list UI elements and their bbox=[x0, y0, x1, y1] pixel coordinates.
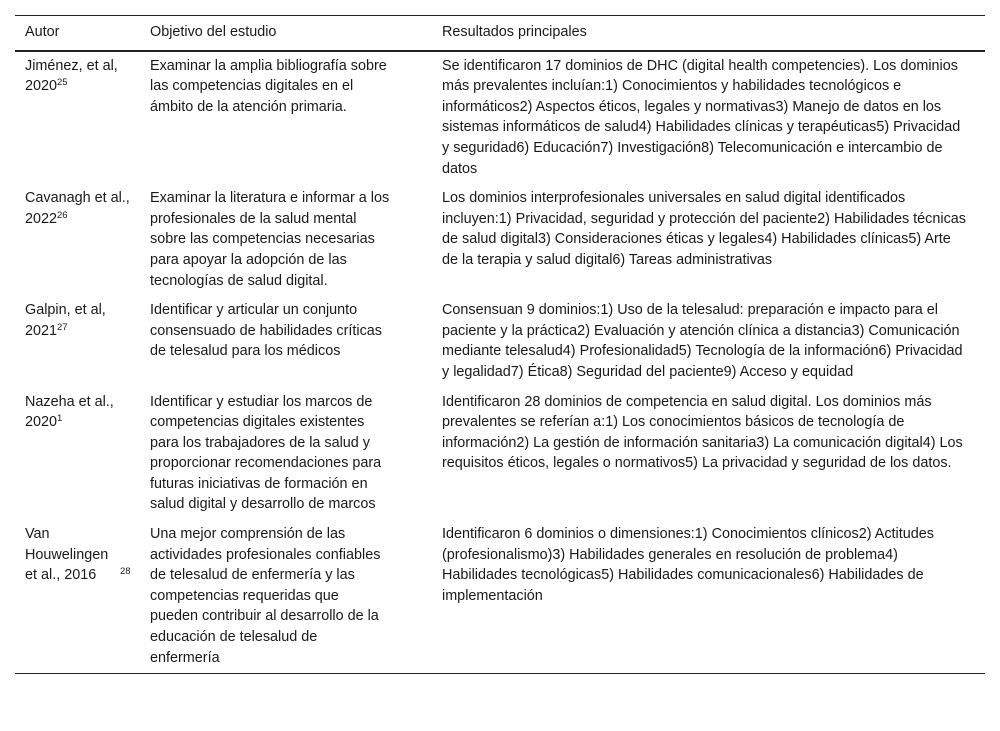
table-row bbox=[15, 520, 985, 674]
objective-cell bbox=[150, 184, 442, 296]
reference-number: 28 bbox=[120, 566, 131, 578]
results-cell: Los dominios interprofesionales universales en salud digital identificados incluyen:1) Privacidad, seguridad y protección del paciente2) Habilidades técnicas de salud digital3) Consideraciones éticas y legales4) Habilidades clínicas5) Arte de la terapia y salud digital6) Tareas administrativas bbox=[442, 190, 966, 268]
reference-number: 26 bbox=[57, 209, 68, 221]
objective-text: Examinar la literatura e informar a los profesionales de la salud mental sobre las competencias necesarias para apoyar la adopción de las tecnologías de salud digital. bbox=[150, 190, 390, 289]
objective-text: Identificar y estudiar los marcos de competencias digitales existentes para los trabajadores de la salud y proporcionar recomendaciones para futuras iniciativas de formación en salud digital y desarrollo de marcos bbox=[150, 393, 382, 513]
table-row bbox=[15, 296, 985, 387]
header-objetivo: Objetivo del estudio bbox=[150, 24, 277, 40]
author-name: Cavanagh et al., 2022 bbox=[25, 190, 130, 227]
objective-text: Identificar y articular un conjunto consensuado de habilidades críticas de telesalud para los médicos bbox=[150, 302, 382, 360]
header-resultados: Resultados principales bbox=[442, 24, 587, 40]
author-cell bbox=[15, 51, 150, 185]
objective-cell bbox=[150, 296, 442, 387]
objective-cell bbox=[150, 520, 442, 674]
competencies-table bbox=[15, 15, 985, 674]
header-autor: Autor bbox=[25, 24, 60, 40]
author-name: Jiménez, et al, 2020 bbox=[25, 57, 118, 95]
results-cell: Identificaron 28 dominios de competencia en salud digital. Los dominios más prevalentes se referían a:1) Los conocimientos básicos de tecnología de información2) La gestión de información sanitaria3) La comunicación digital4) Los requisitos éticos, legales o normativos5) La privacidad y seguridad de los datos. bbox=[442, 393, 963, 472]
table-row bbox=[15, 51, 985, 185]
author-cell bbox=[15, 520, 150, 674]
reference-number: 25 bbox=[57, 77, 68, 89]
author-cell bbox=[15, 388, 150, 521]
table-row bbox=[15, 388, 985, 521]
reference-number: 1 bbox=[57, 413, 63, 425]
author-cell bbox=[15, 184, 150, 296]
reference-number: 27 bbox=[57, 321, 68, 333]
header-row bbox=[15, 16, 985, 51]
author-name: Van Houwelingen et al., 2016 bbox=[25, 526, 109, 584]
author-cell bbox=[15, 296, 150, 387]
table-row bbox=[15, 184, 985, 296]
author-name: Galpin, et al, 2021 bbox=[25, 302, 106, 339]
author-name: Nazeha et al., 2020 bbox=[25, 393, 114, 431]
objective-cell bbox=[150, 51, 442, 185]
objective-text: Una mejor comprensión de las actividades profesionales confiables de telesalud de enfermería y las competencias requeridas que pueden contribuir al desarrollo de la educación de telesalud de enfermería bbox=[150, 526, 381, 666]
results-cell: Se identificaron 17 dominios de DHC (digital health competencies). Los dominios más prevalentes incluían:1) Conocimientos y habilidades tecnológicos e informáticos2) Aspectos éticos, legales y normativas3) Manejo de datos en los sistemas informáticos de salud4) Habilidades clínicas y terapéuticas5) Privacidad y seguridad6) Educación7) Investigación8) Telecomunicación e intercambio de datos bbox=[442, 57, 961, 177]
objective-text: Examinar la amplia bibliografía sobre las competencias digitales en el ámbito de la atención primaria. bbox=[150, 57, 387, 115]
results-cell: Identificaron 6 dominios o dimensiones:1) Conocimientos clínicos2) Actitudes (profesionalismo)3) Habilidades generales en resolución de problema4) Habilidades tecnológicas5) Habilidades comunicacionales6) Habilidades de implementación bbox=[442, 526, 934, 604]
objective-cell bbox=[150, 388, 442, 521]
results-cell: Consensuan 9 dominios:1) Uso de la telesalud: preparación e impacto para el paciente y la práctica2) Evaluación y atención clínica a distancia3) Comunicación mediante telesalud4) Profesionalidad5) Tecnología de la información6) Privacidad y legalidad7) Ética8) Seguridad del paciente9) Acceso y equidad bbox=[442, 302, 963, 380]
